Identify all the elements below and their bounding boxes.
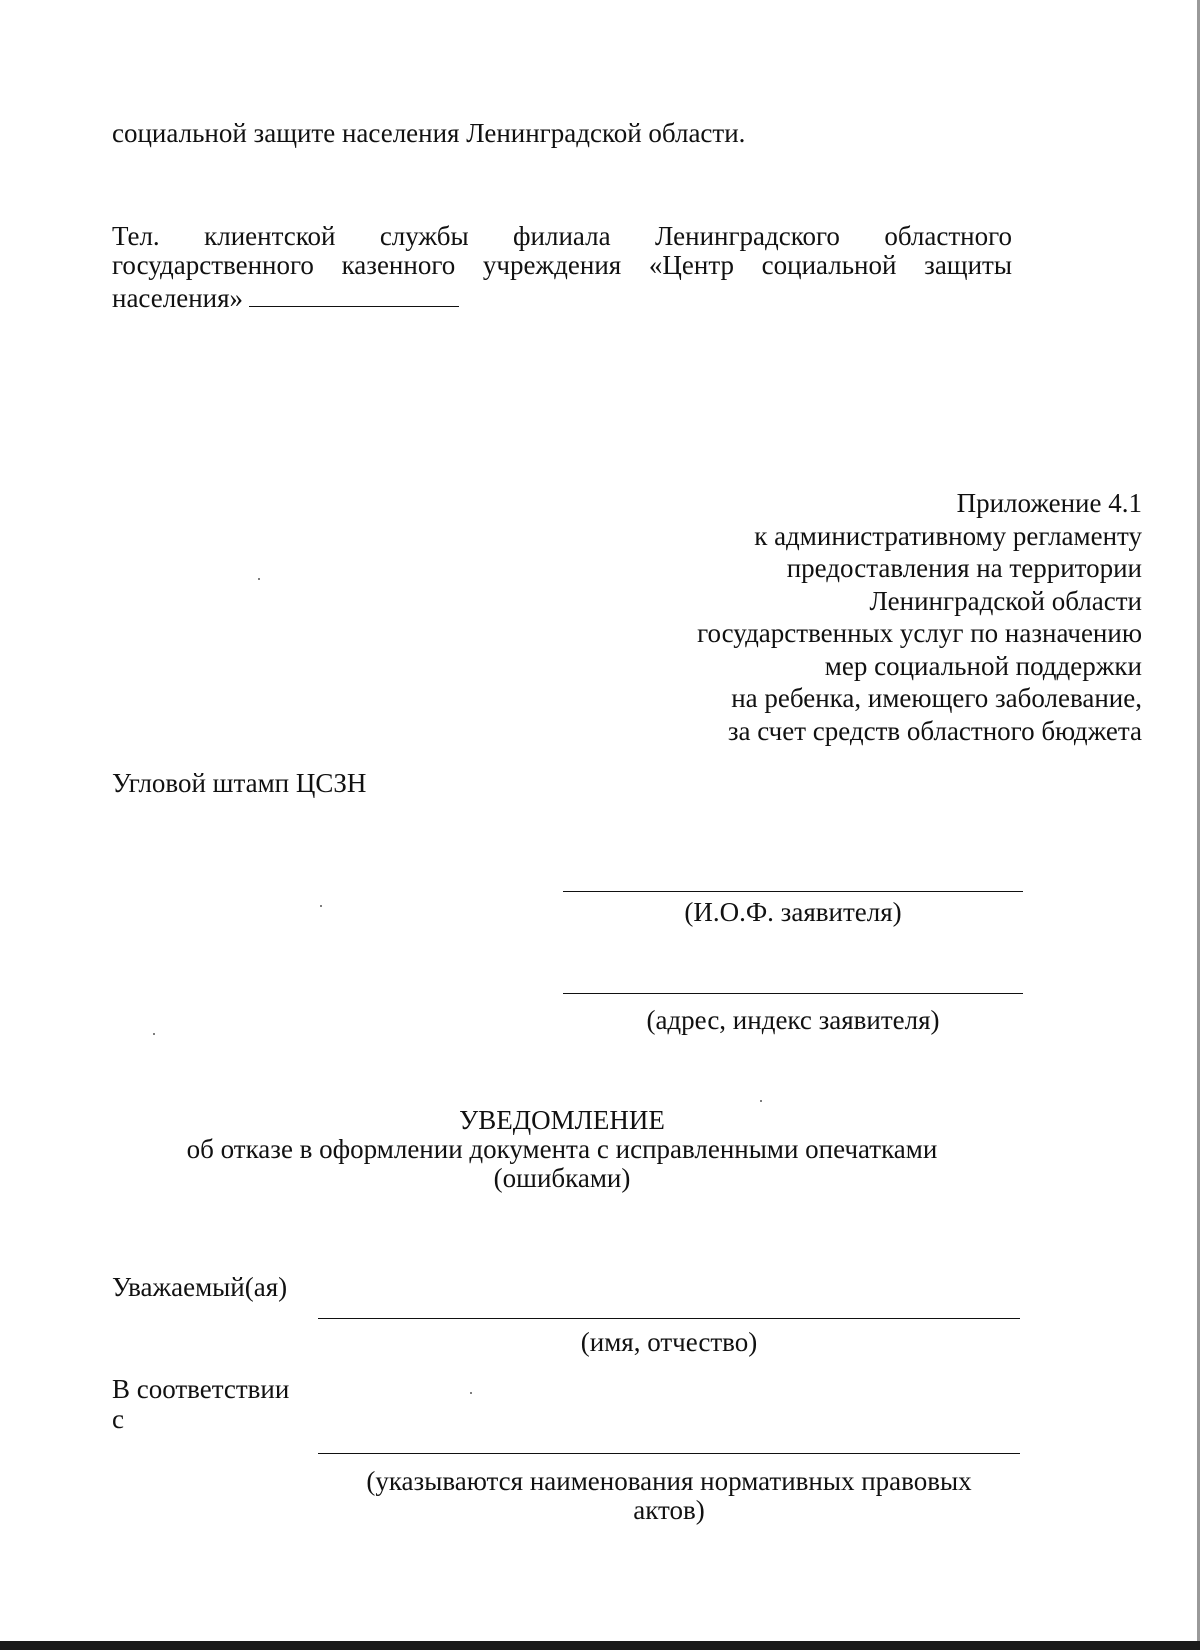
stamp-label: Угловой штамп ЦСЗН xyxy=(112,768,367,798)
phone-line-3-text: населения» xyxy=(112,283,244,313)
acts-caption xyxy=(318,1467,1020,1525)
appendix-line: Ленинградской области xyxy=(869,585,1142,616)
applicant-address-line xyxy=(563,993,1023,994)
appendix-line: Приложение 4.1 xyxy=(956,488,1142,518)
notice-subtitle-2: (ошибками) xyxy=(493,1163,631,1193)
scan-speck xyxy=(320,905,322,907)
greeting-caption: (имя, отчество) xyxy=(580,1327,758,1357)
applicant-address-caption: (адрес, индекс заявителя) xyxy=(646,1005,940,1035)
acts-caption-2: актов) xyxy=(633,1495,705,1525)
scan-speck xyxy=(760,1100,762,1102)
scan-speck xyxy=(258,578,260,580)
accordance-label-2: с xyxy=(112,1404,124,1434)
appendix-line: мер социальной поддержки xyxy=(824,650,1142,681)
appendix-line: предоставления на территории xyxy=(786,553,1142,583)
acts-caption-1: (указываются наименования нормативных правовых xyxy=(366,1466,972,1496)
top-line: социальной защите населения Ленинградской области. xyxy=(112,118,746,148)
appendix-block xyxy=(697,487,1142,747)
notice-subtitle-1: об отказе в оформлении документа с исправленными опечатками xyxy=(186,1134,938,1164)
greeting-name-line xyxy=(318,1318,1020,1319)
phone-line-1: Тел. клиентской службы филиала Ленинградского областного xyxy=(112,221,1012,251)
greeting-label: Уважаемый(ая) xyxy=(112,1272,288,1302)
appendix-line: на ребенка, имеющего заболевание, xyxy=(731,683,1142,713)
applicant-name-line xyxy=(563,891,1023,892)
appendix-line: государственных услуг по назначению xyxy=(697,618,1142,648)
notice-heading xyxy=(112,1106,1012,1193)
phone-line-3 xyxy=(112,284,459,313)
scan-bottom-edge xyxy=(0,1641,1200,1650)
scan-speck xyxy=(153,1033,155,1035)
scan-speck xyxy=(470,1392,472,1394)
phone-line-2: государственного казенного учреждения «Центр социальной защиты xyxy=(112,250,1012,280)
appendix-line: к административному регламенту xyxy=(754,520,1142,551)
phone-paragraph xyxy=(112,222,1012,280)
appendix-line: за счет средств областного бюджета xyxy=(727,715,1142,746)
notice-title: УВЕДОМЛЕНИЕ xyxy=(459,1105,665,1135)
applicant-name-caption: (И.О.Ф. заявителя) xyxy=(684,897,902,927)
accordance-label-1: В соответствии xyxy=(112,1374,290,1404)
acts-line xyxy=(318,1453,1020,1454)
phone-number-blank xyxy=(249,284,459,307)
